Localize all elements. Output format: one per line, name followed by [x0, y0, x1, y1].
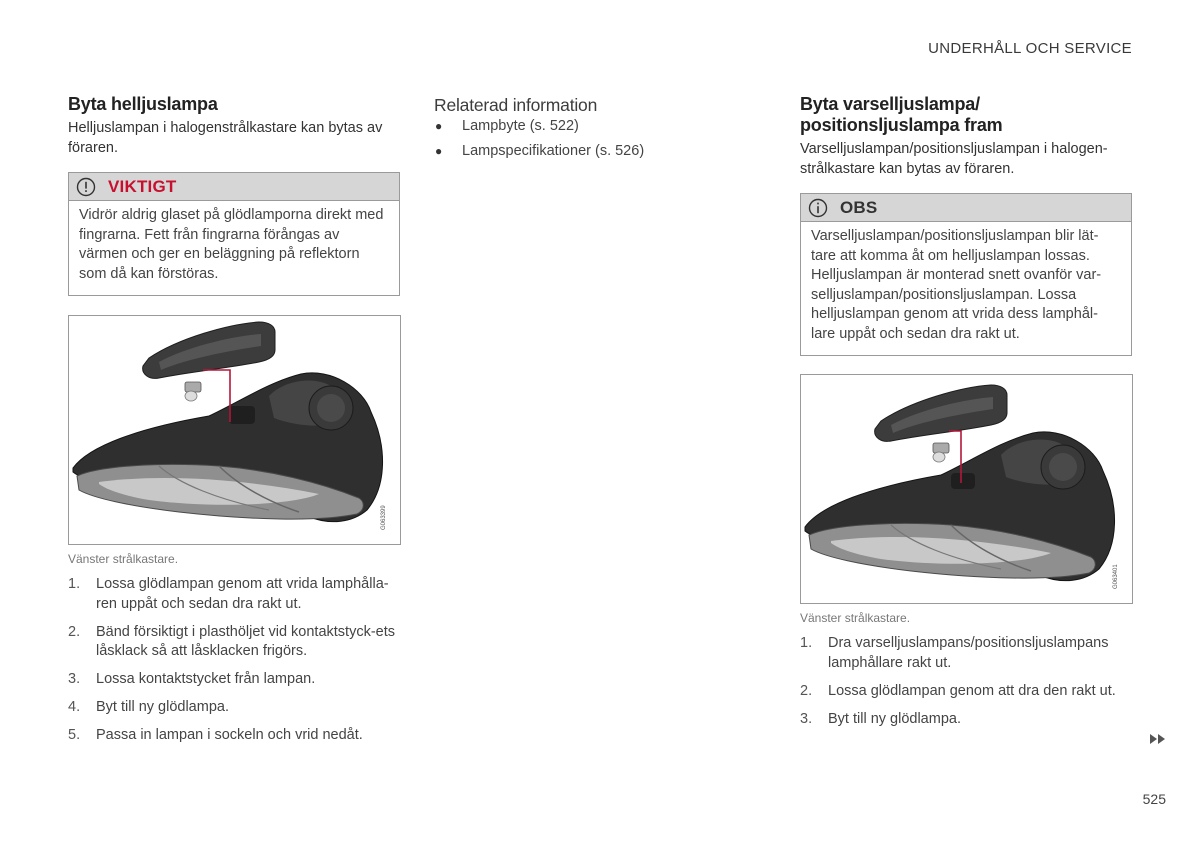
double-chevron-right-icon[interactable]: [1148, 732, 1168, 746]
list-item: 3. Byt till ny glödlampa.: [800, 710, 961, 727]
exclamation-circle-icon: [76, 177, 96, 197]
headlamp-illustration: [69, 316, 401, 545]
warning-header: [69, 173, 399, 201]
related-link-lampbyte[interactable]: ● Lampbyte (s. 522): [434, 117, 754, 137]
instruction-list: [800, 634, 1132, 729]
bullet-icon: ●: [435, 119, 443, 133]
column-middle: [434, 94, 754, 167]
section-title: Byta varselljuslampa/ positionsljuslampa fram: [800, 94, 1003, 135]
figure-caption: Vänster strålkastare.: [800, 611, 911, 625]
section-header: UNDERHÅLL OCH SERVICE: [928, 40, 1132, 57]
section-intro: Varselljuslampan/positionsljuslampan i halogen-strålkastare kan bytas av föraren.: [800, 141, 1108, 177]
section-intro: Helljuslampan i halogenstrålkastare kan bytas av föraren.: [68, 120, 383, 156]
instruction-list: [68, 575, 400, 746]
headlamp-figure-right: [800, 374, 1133, 604]
figure-caption: Vänster strålkastare.: [68, 552, 179, 566]
list-item: 2. Lossa glödlampan genom att dra den rakt ut.: [800, 682, 1116, 699]
info-circle-icon: [808, 198, 828, 218]
list-item: 2. Bänd försiktigt i plasthöljet vid kontaktstyck-ets låsklack så att låsklacken frigörs.: [68, 623, 395, 659]
warning-title: VIKTIGT: [108, 176, 177, 196]
list-item: 5. Passa in lampan i sockeln och vrid nedåt.: [68, 727, 363, 743]
note-box: [800, 193, 1132, 356]
note-title: OBS: [840, 197, 878, 217]
page-number: 525: [1142, 791, 1166, 807]
figure-code: G063399: [381, 505, 387, 530]
headlamp-illustration: [801, 375, 1133, 604]
related-info-list: [434, 117, 754, 162]
section-title: Byta helljuslampa: [68, 94, 218, 114]
column-right: [800, 94, 1132, 738]
bullet-icon: ●: [435, 144, 443, 158]
related-info-title: Relaterad information: [434, 95, 598, 115]
list-item: 3. Lossa kontaktstycket från lampan.: [68, 671, 316, 687]
list-item: 4. Byt till ny glödlampa.: [68, 699, 229, 715]
warning-box: [68, 172, 400, 296]
warning-text: Vidrör aldrig glaset på glödlamporna direkt med fingrarna. Fett från fingrarna förångas av värmen och ger en beläggning på reflektorn som då kan förstöras.: [79, 207, 384, 282]
headlamp-figure-left: [68, 315, 401, 545]
column-left: [68, 94, 400, 754]
list-item: 1. Dra varselljuslampans/positionsljuslampans lamphållare rakt ut.: [800, 635, 1109, 671]
note-header: [801, 194, 1131, 222]
note-text: Varselljuslampan/positionsljuslampan blir lät-tare att komma åt om helljuslampan lossas. Helljuslampan är monterad snett ovanför var-selljuslampan/positionsljuslampan. Lossa helljuslampan genom att vrida dess lamphål-lare uppåt och sedan dra rakt ut.: [811, 228, 1102, 342]
related-link-lampspecifikationer[interactable]: ● Lampspecifikationer (s. 526): [434, 142, 754, 162]
list-item: 1. Lossa glödlampan genom att vrida lamphålla-ren uppåt och sedan dra rakt ut.: [68, 576, 389, 612]
figure-code: G063401: [1113, 564, 1119, 589]
